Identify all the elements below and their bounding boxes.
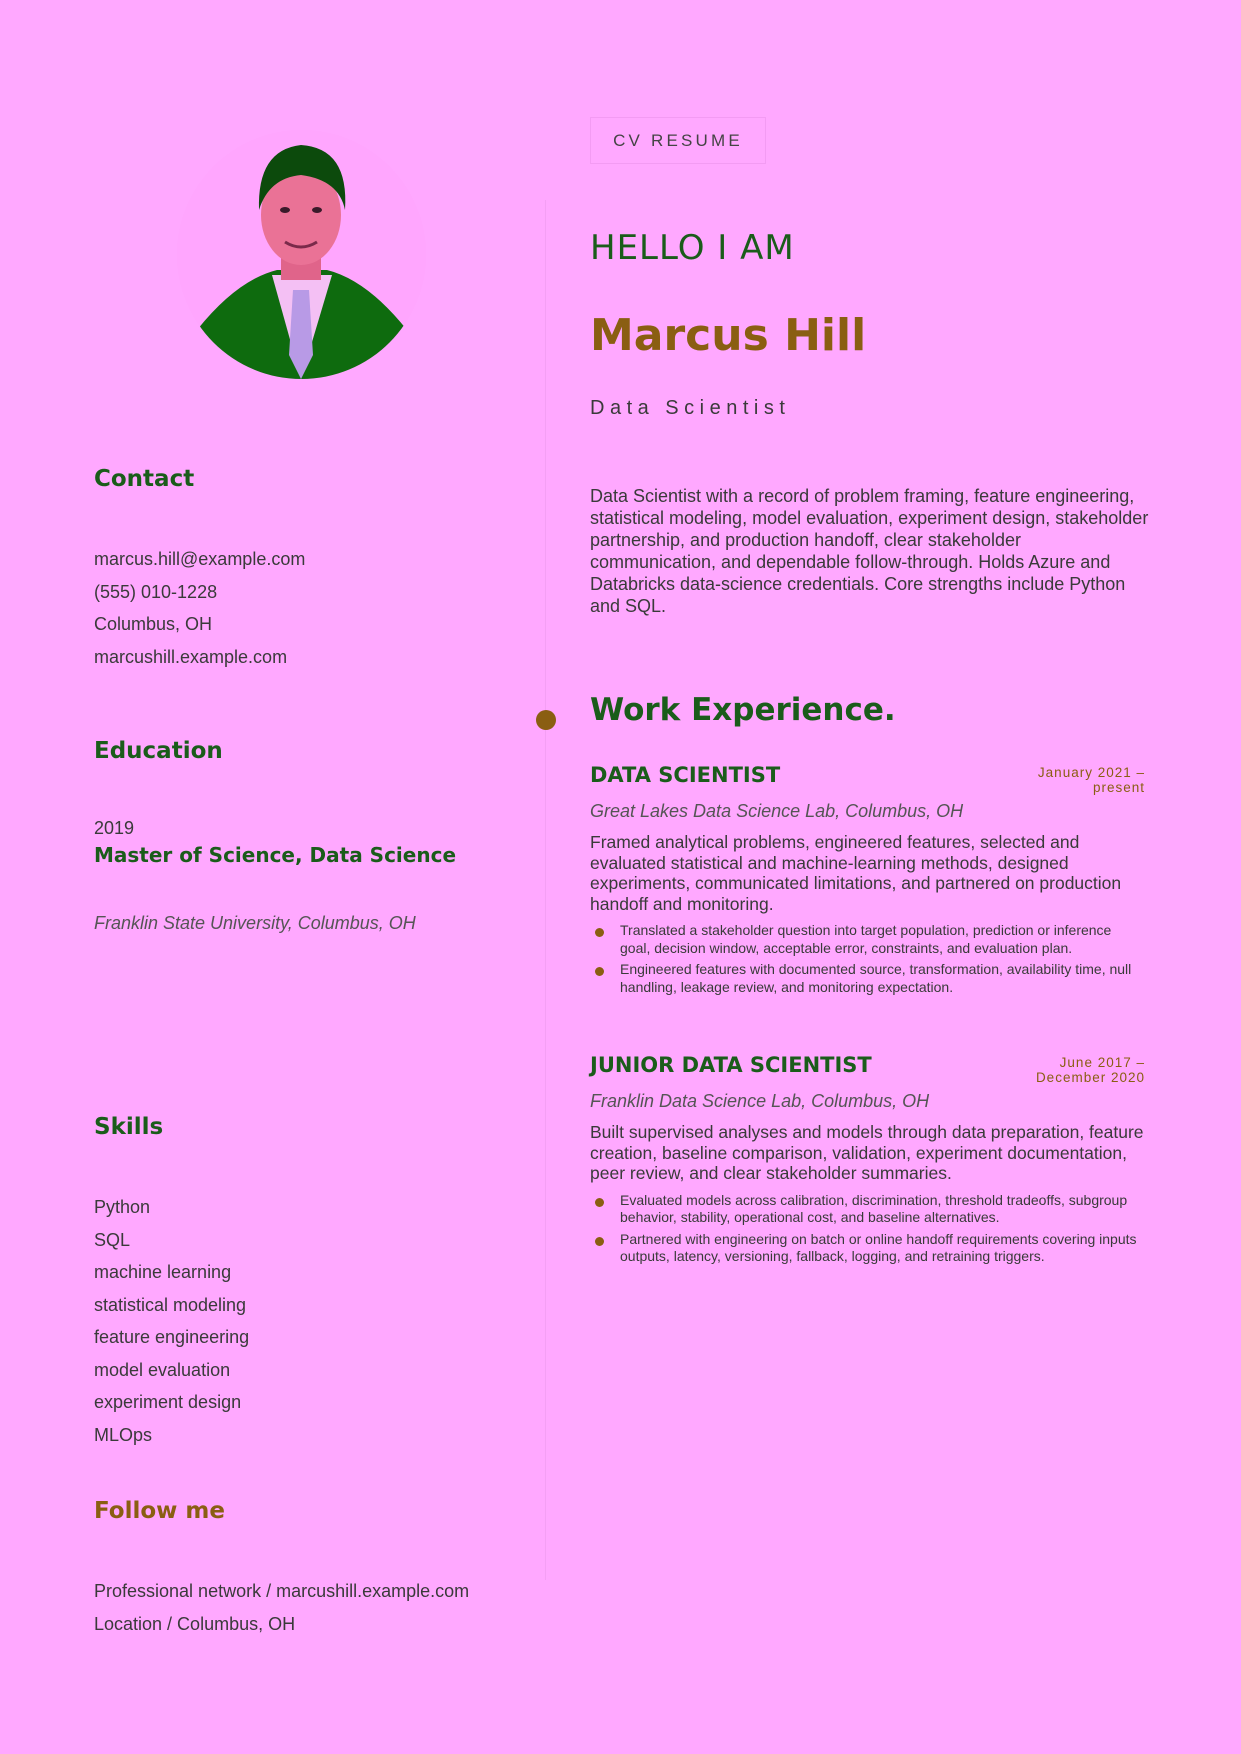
- profile-summary: Data Scientist with a record of problem framing, feature engineering, statistical modeling, model evaluation, experiment design, stakeholder partnership, and production handoff, clear stakeholder communication, and dependable follow-through. Holds Azure and Databricks data-science credentials. Core strengths include Python and SQL.: [590, 486, 1149, 616]
- column-divider: [545, 200, 546, 1580]
- job-bullet: [590, 1231, 1145, 1266]
- bullet-dot-icon: [595, 967, 604, 976]
- skill-item: statistical modeling: [94, 1294, 247, 1315]
- follow-location: Location / Columbus, OH: [94, 1613, 296, 1634]
- job-entry: [590, 763, 1145, 1000]
- job-bullet-text: Engineered features with documented source, transformation, availability time, null handling, leakage review, and monitoring expectation.: [620, 961, 1132, 995]
- bullet-dot-icon: [595, 928, 604, 937]
- skill-item: Python: [94, 1197, 151, 1217]
- job-role: Data Scientist: [590, 397, 791, 419]
- bullet-dot-icon: [595, 1198, 604, 1207]
- job-company: Great Lakes Data Science Lab, Columbus, OH: [590, 801, 964, 821]
- timeline-dot-icon: [536, 710, 556, 730]
- job-bullet: [590, 1192, 1145, 1227]
- job-entry: [590, 1053, 1145, 1270]
- education-heading: Education: [94, 738, 223, 764]
- job-bullet: [590, 961, 1145, 996]
- job-bullets: [590, 1192, 1145, 1266]
- skills-heading: Skills: [94, 1114, 164, 1140]
- follow-list: [94, 1575, 469, 1640]
- bullet-dot-icon: [595, 1237, 604, 1246]
- skill-item: machine learning: [94, 1262, 232, 1282]
- skill-item: feature engineering: [94, 1327, 250, 1347]
- job-description: Framed analytical problems, engineered features, selected and evaluated statistical and machine-learning methods, designed experiments, communicated limitations, and partnered on production handoff and monitoring.: [590, 832, 1122, 914]
- job-title: JUNIOR DATA SCIENTIST: [590, 1053, 872, 1077]
- cv-resume-tag: CV RESUME: [590, 117, 766, 164]
- education-year: 2019: [94, 818, 135, 838]
- job-description: Built supervised analyses and models through data preparation, feature creation, baseline comparison, validation, experiment documentation, peer review, and clear stakeholder summaries.: [590, 1122, 1144, 1183]
- job-date: January 2021 – present: [1037, 765, 1145, 795]
- contact-phone[interactable]: (555) 010-1228: [94, 581, 218, 602]
- job-bullet-text: Evaluated models across calibration, discrimination, threshold tradeoffs, subgroup behavior, stability, operational cost, and baseline alternatives.: [620, 1191, 1128, 1225]
- work-experience-heading: Work Experience.: [590, 692, 896, 728]
- contact-list: [94, 543, 305, 673]
- skill-item: MLOps: [94, 1424, 153, 1445]
- job-bullet: [590, 922, 1145, 957]
- full-name: Marcus Hill: [590, 310, 867, 361]
- greeting: HELLO I AM: [590, 228, 795, 268]
- education-school: Franklin State University, Columbus, OH: [94, 913, 416, 933]
- contact-email[interactable]: marcus.hill@example.com: [94, 549, 306, 569]
- contact-location: Columbus, OH: [94, 614, 213, 634]
- skill-item: SQL: [94, 1229, 131, 1250]
- job-title: DATA SCIENTIST: [590, 763, 781, 787]
- contact-heading: Contact: [94, 466, 195, 492]
- job-company: Franklin Data Science Lab, Columbus, OH: [590, 1091, 930, 1111]
- follow-professional-network[interactable]: Professional network / marcushill.example.com: [94, 1581, 470, 1601]
- contact-website[interactable]: marcushill.example.com: [94, 646, 288, 667]
- job-bullets: [590, 922, 1145, 996]
- education-degree: Master of Science, Data Science: [94, 843, 457, 867]
- job-bullet-text: Partnered with engineering on batch or online handoff requirements covering inputs outputs, latency, versioning, fallback, logging, and retraining triggers.: [620, 1230, 1137, 1264]
- skill-item: model evaluation: [94, 1359, 231, 1380]
- job-date: June 2017 – December 2020: [1035, 1055, 1145, 1085]
- skills-list: [94, 1191, 249, 1451]
- profile-photo: [177, 130, 426, 379]
- skill-item: experiment design: [94, 1392, 242, 1412]
- job-bullet-text: Translated a stakeholder question into target population, prediction or inference goal, decision window, acceptable error, constraints, and evaluation plan.: [620, 922, 1112, 956]
- follow-heading: Follow me: [94, 1498, 225, 1524]
